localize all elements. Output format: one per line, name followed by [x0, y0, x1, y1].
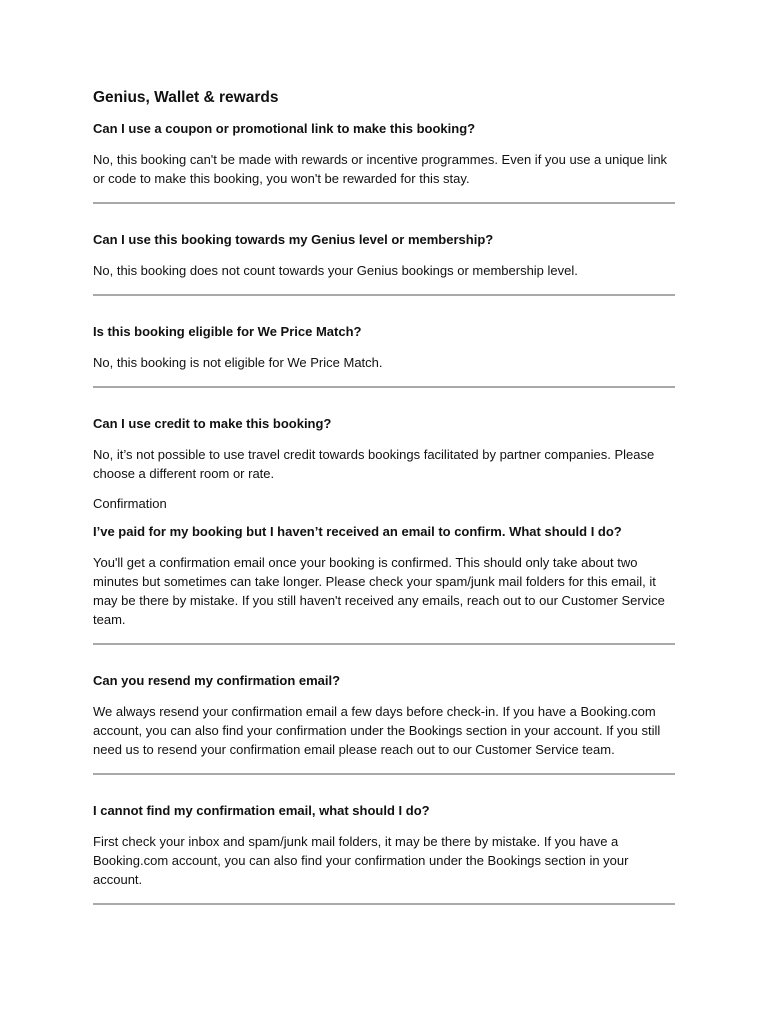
faq-question: I’ve paid for my booking but I haven’t received an email to confirm. What should I do? — [93, 524, 622, 539]
faq-question: I cannot find my confirmation email, what should I do? — [93, 803, 430, 818]
faq-answer: No, this booking is not eligible for We Price Match. — [93, 355, 383, 370]
divider — [93, 903, 675, 905]
faq-question: Can I use this booking towards my Genius level or membership? — [93, 232, 494, 247]
faq-item-resend — [93, 672, 675, 759]
section-title: Genius, Wallet & rewards — [93, 89, 279, 106]
faq-question: Can I use a coupon or promotional link to make this booking? — [93, 121, 476, 136]
divider — [93, 386, 675, 388]
faq-item-cannot-find — [93, 802, 675, 889]
faq-item-credit — [93, 415, 675, 483]
faq-answer: You'll get a confirmation email once your booking is confirmed. This should only take about two minutes but sometimes can take longer. Please check your spam/junk mail folders for this email, it may be there by mistake. If you still haven't received any emails, reach out to our Customer Service team. — [93, 555, 665, 627]
document-page — [93, 88, 675, 932]
faq-item-no-email — [93, 523, 675, 629]
faq-answer: No, it’s not possible to use travel credit towards bookings facilitated by partner companies. Please choose a different room or rate. — [93, 447, 655, 481]
faq-question: Is this booking eligible for We Price Match? — [93, 324, 362, 339]
faq-answer: We always resend your confirmation email a few days before check-in. If you have a Booking.com account, you can also find your confirmation under the Bookings section in your account. If you still need us to resend your confirmation email please reach out to our Customer Service team. — [93, 704, 661, 757]
faq-question: Can I use credit to make this booking? — [93, 416, 332, 431]
faq-answer: No, this booking can't be made with rewards or incentive programmes. Even if you use a unique link or code to make this booking, you won't be rewarded for this stay. — [93, 152, 668, 186]
divider — [93, 643, 675, 645]
faq-answer: No, this booking does not count towards your Genius bookings or membership level. — [93, 263, 578, 278]
divider — [93, 773, 675, 775]
faq-answer: First check your inbox and spam/junk mail folders, it may be there by mistake. If you have a Booking.com account, you can also find your confirmation under the Bookings section in your account. — [93, 834, 629, 887]
faq-item-coupon — [93, 120, 675, 188]
divider — [93, 202, 675, 204]
divider — [93, 294, 675, 296]
faq-question: Can you resend my confirmation email? — [93, 673, 341, 688]
faq-item-price-match — [93, 323, 675, 372]
confirmation-heading: Confirmation — [93, 496, 167, 511]
faq-item-genius — [93, 231, 675, 280]
